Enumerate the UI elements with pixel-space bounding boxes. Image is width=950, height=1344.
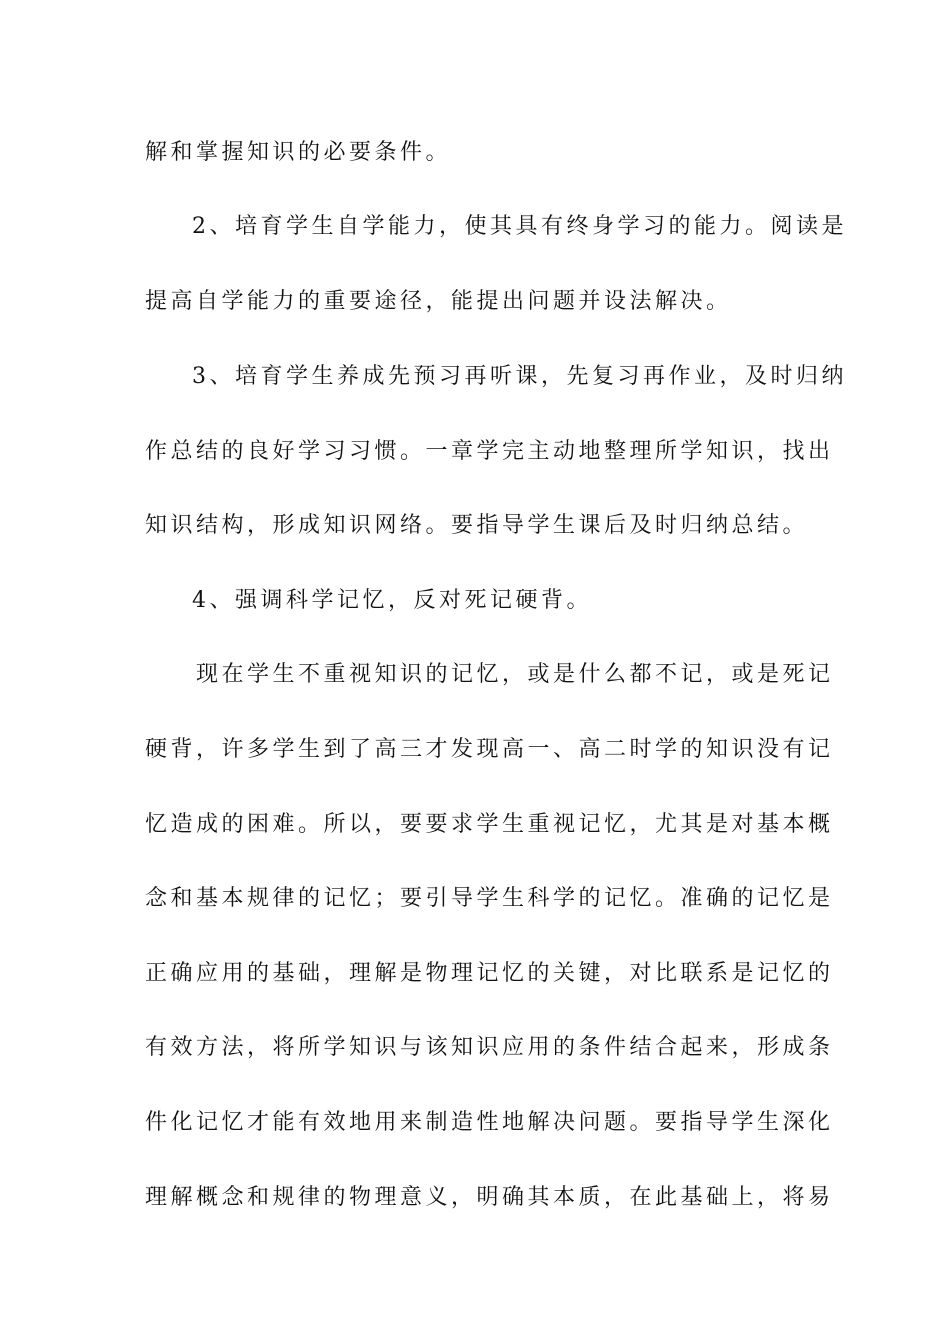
text-line: 作总结的良好学习习惯。一章学完主动地整理所学知识，找出 [145,439,834,464]
text-line: 提高自学能力的重要途径，能提出问题并设法解决。 [145,289,732,314]
text-line: 2、培育学生自学能力，使其具有终身学习的能力。阅读是 [192,214,847,239]
text-line: 理解概念和规律的物理意义，明确其本质，在此基础上，将易 [145,1185,834,1210]
text-line: 现在学生不重视知识的记忆，或是什么都不记，或是死记 [196,662,834,687]
text-line: 知识结构，形成知识网络。要指导学生课后及时归纳总结。 [145,513,809,538]
text-line: 正确应用的基础，理解是物理记忆的关键，对比联系是记忆的 [145,961,834,986]
text-line: 硬背，许多学生到了高三才发现高一、高二时学的知识没有记 [145,737,834,762]
text-line: 3、培育学生养成先预习再听课，先复习再作业，及时归纳 [192,364,847,389]
text-line: 解和掌握知识的必要条件。 [145,140,452,165]
text-line: 4、强调科学记忆，反对死记硬背。 [192,588,592,613]
text-line: 件化记忆才能有效地用来制造性地解决问题。要指导学生深化 [145,1110,834,1135]
text-line: 忆造成的困难。所以，要要求学生重视记忆，尤其是对基本概 [145,812,834,837]
text-line: 有效方法，将所学知识与该知识应用的条件结合起来，形成条 [145,1035,834,1060]
text-line: 念和基本规律的记忆；要引导学生科学的记忆。准确的记忆是 [145,886,834,911]
